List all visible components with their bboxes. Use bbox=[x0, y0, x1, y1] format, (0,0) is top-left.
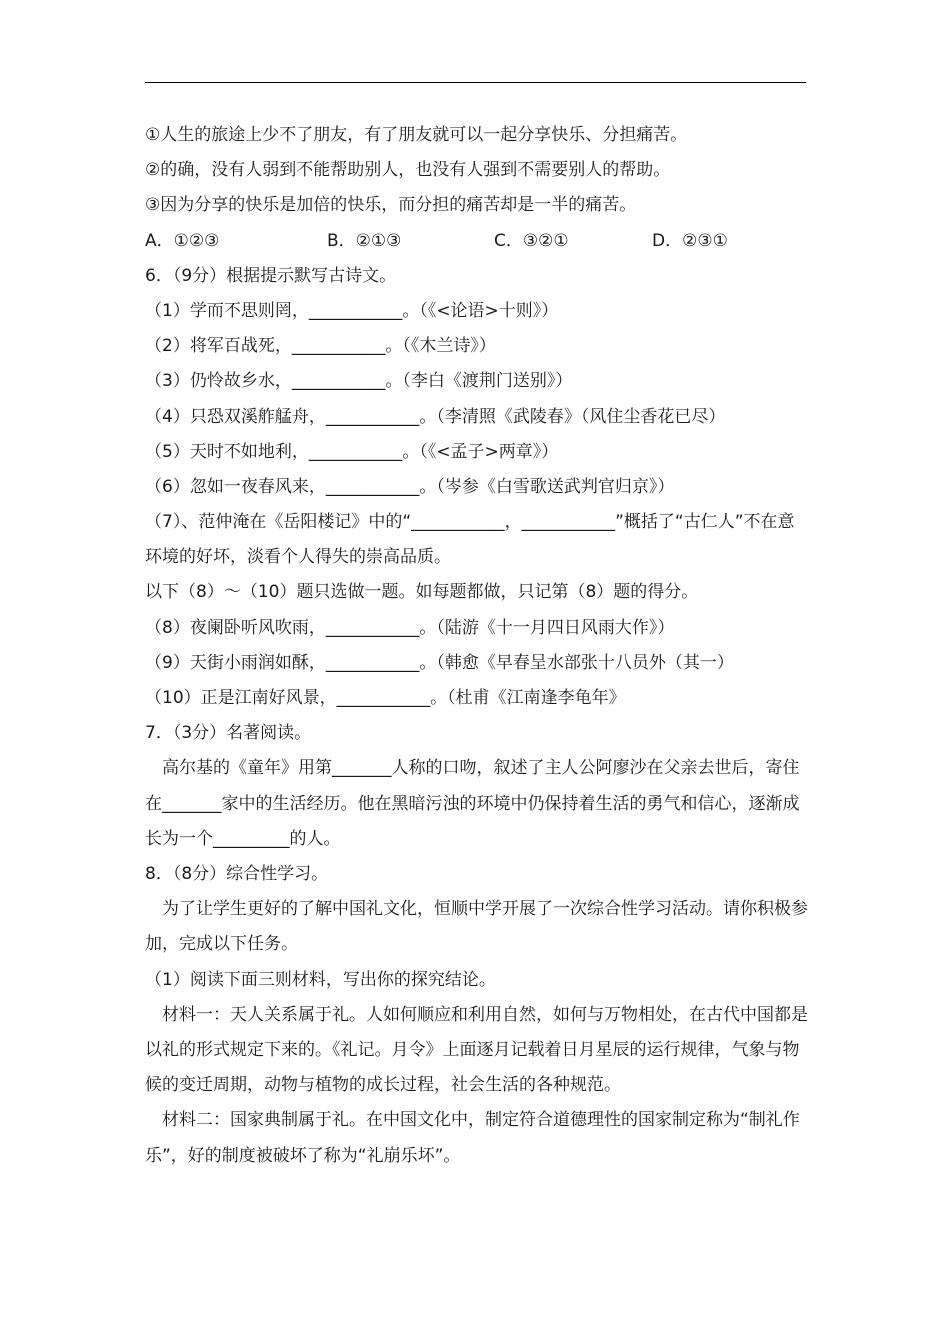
page-content bbox=[145, 118, 810, 1174]
header-rule bbox=[145, 82, 806, 83]
q8-task-1: （1）阅读下面三则材料，写出你的探究结论。 bbox=[145, 969, 496, 990]
q6-item-6: （6）忽如一夜春风来，___________。（岑参《白雪歌送武判官归京》） bbox=[145, 476, 675, 497]
q6-item-9: （9）天街小雨润如酥，___________。（韩愈《早春呈水部张十八员外（其一） bbox=[145, 652, 734, 673]
q8-material-1: 材料一：天人关系属于礼。人如何顺应和利用自然，如何与万物相处，在古代中国都是以礼的形式规定下来的。《礼记。月令》上面逐月记载着日月星辰的运行规律，气象与物候的变迁周期，动物与植物的成长过程，社会生活的各种规范。 bbox=[145, 1004, 808, 1096]
option-a: A．①②③ bbox=[145, 230, 220, 251]
q6-choose-note: 以下（8）～（10）题只选做一题。如每题都做，只记第（8）题的得分。 bbox=[145, 582, 699, 603]
q6-item-10: （10）正是江南好风景，___________。（杜甫《江南逢李龟年》 bbox=[145, 688, 626, 709]
q6-item-8: （8）夜阑卧听风吹雨，___________。（陆游《十一月四日风雨大作》） bbox=[145, 617, 675, 638]
sentence-1: ①人生的旅途上少不了朋友，有了朋友就可以一起分享快乐、分担痛苦。 bbox=[145, 125, 688, 145]
q6-item-1: （1）学而不思则罔，___________。（《<论语>十则》） bbox=[145, 300, 559, 321]
sentence-3: ③因为分享的快乐是加倍的快乐，而分担的痛苦却是一半的痛苦。 bbox=[145, 195, 637, 216]
sentence-2: ②的确，没有人弱到不能帮助别人，也没有人强到不需要别人的帮助。 bbox=[145, 160, 671, 181]
option-d: D．②③① bbox=[652, 230, 728, 251]
q8-intro: 为了让学生更好的了解中国礼文化，恒顺中学开展了一次综合性学习活动。请你积极参加，完成以下任务。 bbox=[145, 899, 808, 955]
question-7-title: 7．（3分）名著阅读。 bbox=[145, 723, 312, 744]
q6-item-2: （2）将军百战死，___________。（《木兰诗》） bbox=[145, 336, 496, 357]
question-6-title: 6．（9分）根据提示默写古诗文。 bbox=[145, 265, 397, 286]
answer-options bbox=[145, 224, 810, 259]
q6-item-5: （5）天时不如地利，___________。（《<孟子>两章》） bbox=[145, 441, 559, 462]
question-8-title: 8．（8分）综合性学习。 bbox=[145, 864, 329, 885]
option-b: B．②①③ bbox=[327, 230, 402, 251]
q6-item-3: （3）仍怜故乡水，___________。（李白《渡荆门送别》） bbox=[145, 371, 573, 392]
q8-material-2: 材料二：国家典制属于礼。在中国文化中，制定符合道德理性的国家制定称为“制礼作乐”，好的制度被破坏了称为“礼崩乐坏”。 bbox=[145, 1110, 800, 1166]
q6-item-4: （4）只恐双溪舴艋舟，___________。（李清照《武陵春》（风住尘香花已尽） bbox=[145, 406, 726, 427]
q6-item-7: （7）、范仲淹在《岳阳楼记》中的“___________，___________”概括了“古仁人”不在意环境的好坏，淡看个人得失的崇高品质。 bbox=[145, 512, 795, 568]
option-c: C．③②① bbox=[494, 230, 569, 251]
q7-body: 高尔基的《童年》用第_______人称的口吻，叙述了主人公阿廖沙在父亲去世后，寄住在_______家中的生活经历。他在黑暗污浊的环境中仍保持着生活的勇气和信心，逐渐成长为一个_________的人。 bbox=[145, 758, 800, 849]
